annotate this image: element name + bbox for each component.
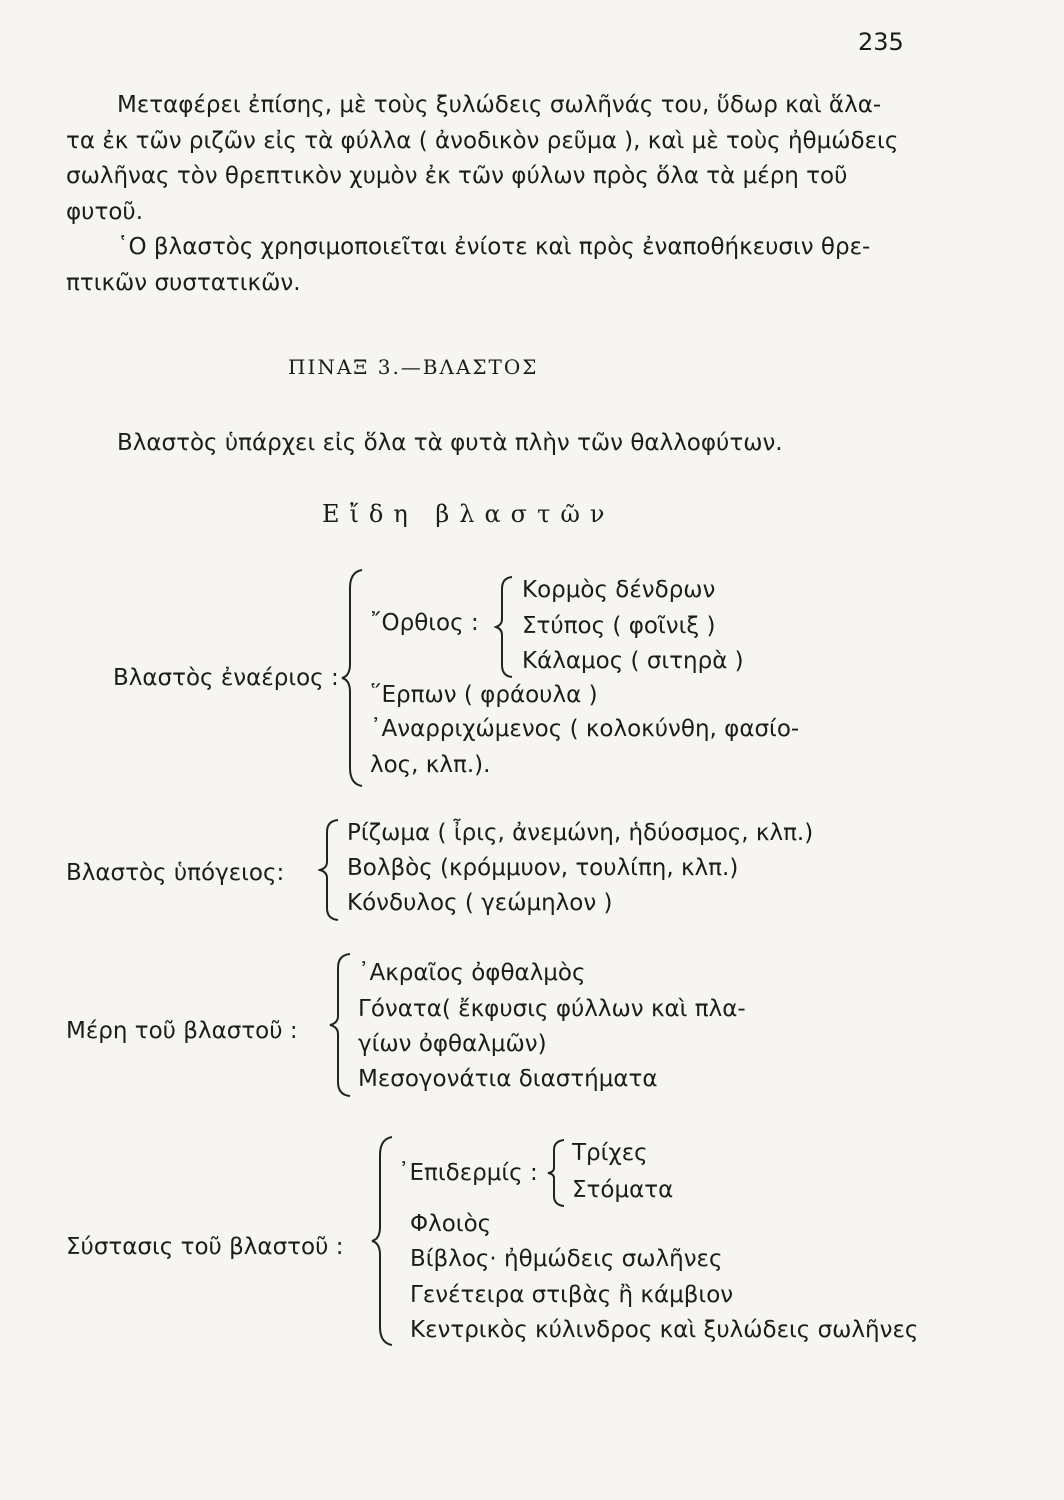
underground-item: Βολβὸς (κρόμμυον, τουλίπη, κλπ.)	[347, 855, 739, 881]
parts-item: ᾿Ακραῖος ὀφθαλμὸς	[358, 960, 586, 986]
underground-label: Βλαστὸς ὑπόγειος:	[66, 860, 285, 886]
statement: Βλαστὸς ὑπάρχει εἰς ὅλα τὰ φυτὰ πλὴν τῶν θαλλοφύτων.	[117, 430, 783, 456]
parts-label: Μέρη τοῦ βλαστοῦ :	[66, 1018, 298, 1044]
intro-line: σωλῆνας τὸν θρεπτικὸν χυμὸν ἐκ τῶν φύλων πρὸς ὅλα τὰ μέρη τοῦ	[66, 163, 848, 189]
composition-item: Φλοιὸς	[410, 1211, 492, 1237]
intro-line: τα ἐκ τῶν ριζῶν εἰς τὰ φύλλα ( ἀνοδικὸν ρεῦμα ), καὶ μὲ τοὺς ἠθμώδεις	[66, 128, 899, 154]
parts-item-cont: γίων ὀφθαλμῶν)	[358, 1031, 547, 1057]
erect-item: Στύπος ( φοῖνιξ )	[522, 613, 716, 639]
erect-label: ῎Ορθιος :	[370, 610, 479, 636]
aerial-brace	[340, 568, 370, 788]
parts-item: Γόνατα( ἔκφυσις φύλλων καὶ πλα-	[358, 996, 746, 1022]
parts-item: Μεσογονάτια διαστήματα	[358, 1066, 658, 1092]
page-number: 235	[858, 28, 904, 56]
intro-line: φυτοῦ.	[66, 199, 144, 225]
epidermis-item: Τρίχες	[572, 1140, 648, 1166]
erect-brace	[494, 575, 516, 679]
composition-brace	[370, 1135, 400, 1347]
kinds-title: Εἴδη βλαστῶν	[322, 500, 615, 528]
climbing-item-cont: λος, κλπ.).	[370, 752, 491, 778]
table-title: ΠΙΝΑΞ 3.—ΒΛΑΣΤΟΣ	[288, 355, 539, 379]
composition-item: Κεντρικὸς κύλινδρος καὶ ξυλώδεις σωλῆνες	[410, 1317, 919, 1343]
underground-item: Ρίζωμα ( ἶρις, ἀνεμώνη, ἡδύοσμος, κλπ.)	[347, 820, 814, 846]
creeping-item: ῞Ερπων ( φράουλα )	[370, 682, 598, 708]
composition-label: Σύστασις τοῦ βλαστοῦ :	[66, 1234, 344, 1260]
epidermis-brace	[546, 1138, 568, 1208]
underground-item: Κόνδυλος ( γεώμηλον )	[347, 890, 613, 916]
epidermis-item: Στόματα	[572, 1177, 674, 1203]
epidermis-label: ᾿Επιδερμίς :	[398, 1160, 538, 1186]
intro-line: πτικῶν συστατικῶν.	[66, 270, 301, 296]
composition-item: Βίβλος· ἠθμώδεις σωλῆνες	[410, 1246, 723, 1272]
intro-line: ῾Ο βλαστὸς χρησιμοποιεῖται ἐνίοτε καὶ πρὸς ἐναποθήκευσιν θρε-	[117, 234, 871, 260]
underground-brace	[318, 818, 344, 922]
erect-item: Κορμὸς δένδρων	[522, 577, 716, 603]
aerial-label: Βλαστὸς ἐναέριος :	[113, 665, 339, 691]
climbing-item: ᾿Αναρριχώμενος ( κολοκύνθη, φασίο-	[370, 716, 800, 742]
erect-item: Κάλαμος ( σιτηρὰ )	[522, 648, 744, 674]
intro-line: Μεταφέρει ἐπίσης, μὲ τοὺς ξυλώδεις σωλῆνάς του, ὕδωρ καὶ ἅλα-	[117, 92, 882, 118]
composition-item: Γενέτειρα στιβὰς ἢ κάμβιον	[410, 1282, 734, 1308]
parts-brace	[328, 952, 356, 1098]
